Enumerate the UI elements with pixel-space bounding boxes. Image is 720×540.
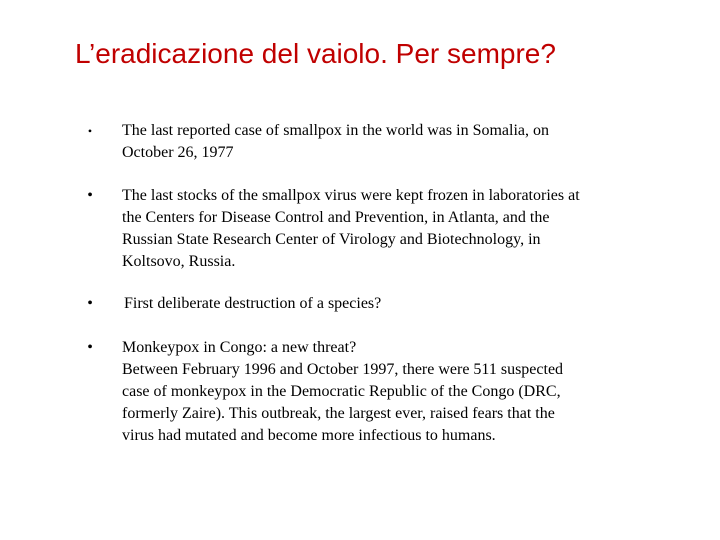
bullet-line: Between February 1996 and October 1997, there were 511 suspected (122, 361, 564, 378)
bullet-line: First deliberate destruction of a species? (124, 295, 382, 312)
bullet-line: Koltsovo, Russia. (122, 253, 236, 270)
bullet-line: the Centers for Disease Control and Prevention, in Atlanta, and the (122, 209, 550, 226)
bullet-line: virus had mutated and become more infectious to humans. (122, 427, 496, 444)
bullet-line: The last stocks of the smallpox virus were kept frozen in laboratories at (122, 187, 580, 204)
bullet-icon: • (87, 124, 93, 138)
bullet-line: October 26, 1977 (122, 144, 234, 161)
bullet-icon: • (87, 187, 93, 204)
bullet-icon: • (87, 339, 93, 356)
bullet-line: Russian State Research Center of Virology and Biotechnology, in (122, 231, 541, 248)
bullet-line: case of monkeypox in the Democratic Republic of the Congo (DRC, (122, 383, 561, 400)
bullet-line: The last reported case of smallpox in the world was in Somalia, on (122, 122, 550, 139)
bullet-line: Monkeypox in Congo: a new threat? (122, 339, 357, 356)
bullet-line: formerly Zaire). This outbreak, the largest ever, raised fears that the (122, 405, 555, 422)
bullet-text (122, 120, 642, 164)
bullet-icon: • (87, 295, 93, 312)
slide-title: L’eradicazione del vaiolo. Per sempre? (75, 38, 556, 69)
bullet-text (122, 337, 642, 447)
bullet-text (124, 293, 644, 315)
bullet-text (122, 185, 642, 273)
